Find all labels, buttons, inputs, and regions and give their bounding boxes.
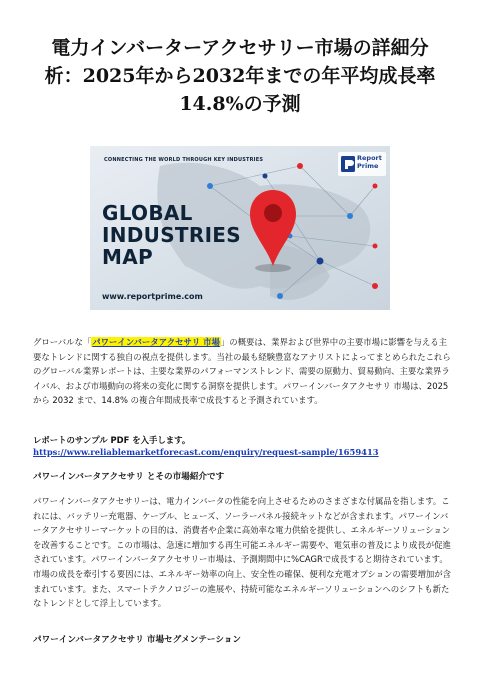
section-heading-intro: パワーインバータアクセサリ とその市場紹介です — [33, 472, 225, 482]
hero-headline — [102, 202, 241, 268]
market-link[interactable]: パワーインバータアクセサリ 市場 — [92, 337, 220, 347]
hero-url: www.reportprime.com — [102, 292, 203, 301]
title-line-3: 14.8%の予測 — [179, 93, 301, 115]
brand-name-line-2: Prime — [357, 162, 379, 170]
sample-request-block — [33, 434, 453, 458]
title-line-2: 析：2025年から2032年までの年平均成長率 — [44, 65, 436, 87]
page-title — [30, 34, 450, 118]
headline-map: MAP — [102, 245, 153, 269]
intro-paragraph — [33, 335, 453, 408]
brand-name-line-1: Report — [357, 154, 382, 162]
market-intro-paragraph: パワーインバータアクセサリーは、電力インバータの性能を向上させるためのさまざまな付属品を指します。これには、バッテリー充電器、ケーブル、ヒューズ、ソーラーパネル接続キットなどが含まれます。パワーインバータアクセサリーマーケットの目的は、消費者や企業に高効率な電力供給を提供し、エネルギーソリューションを改善することです。この市場は、急速に増加する再生可能エネルギー需要や、電気車の普及により成長が促進されています。パワーインバータアクセサリー市場は、予測期間中に%CAGRで成長すると期待されています。市場の成長を牽引する要因には、エネルギー効率の向上、安全性の確保、便利な充電オプションの需要増加が含まれています。また、スマートテクノロジーの進展や、持続可能なエネルギーソリューションへのシフトも新たなトレンドとして浮上しています。 — [33, 496, 451, 609]
headline-industries: INDUSTRIES — [102, 223, 241, 247]
title-line-1: 電力インバーターアクセサリー市場の詳細分 — [51, 37, 429, 59]
section-heading-segmentation: パワーインバータアクセサリ 市場セグメンテーション — [33, 635, 241, 645]
sample-label: レポートのサンプル PDF を入手します。 — [33, 435, 191, 445]
intro-text: 」の概要は、業界および世界中の主要市場に影響を与える主要なトレンドに関する独自の視点を提供します。当社の最も経験豊富なアナリストによってまとめられたこれらのグローバル業界レポートは、主要な業界のパフォーマンストレンド、需要の原動力、貿易動向、主要な業界ライバル、および市場動向の将来の変化に関する洞察を提供します。パワーインバータアクセサリ 市場は、2025 から 2032 まで、14.8% の複合年間成長率で成長すると予測されています。 — [33, 337, 451, 406]
intro-prefix: グローバルな「 — [33, 337, 92, 347]
headline-global: GLOBAL — [102, 201, 193, 225]
sample-pdf-link[interactable]: https://www.reliablemarketforecast.com/enquiry/request-sample/1659413 — [33, 447, 379, 457]
hero-tagline: CONNECTING THE WORLD THROUGH KEY INDUSTRIES — [104, 157, 264, 163]
